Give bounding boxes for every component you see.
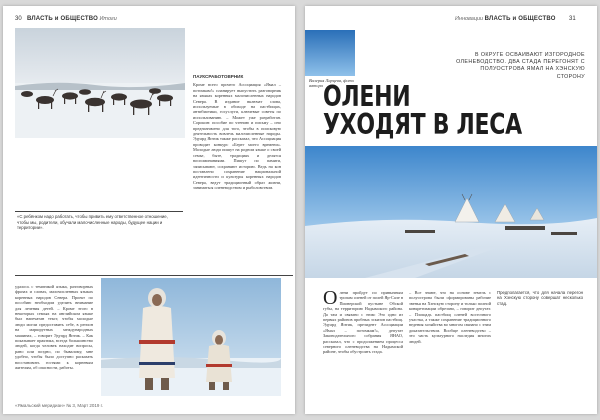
- pull-quote: «С ребёнком надо работать, чтобы привить ему ответственное отношение, чтобы мы, родители, обучали малочисленные народы, будущее нации и территории».: [17, 214, 168, 231]
- left-column-2-text: удалось с тематикой языка, разговорных фразах и словах, малочисленных языках коренных народов Севера. Проект по пособию необходим уделить внимание для лечения детей. – Кроме этого в некоторых семьях на английском языке был напечатан текст, чтобы молодые люди могли предоставить себе, в регион на маршрутных международных машинах, – говорит Эдуард Яптик. – Как показывает практика, всегда большинство людей, когда человек находит вопросы, рано или поздно, по бывалому, мне удобно, чтобы было доступно расказать восстановить гостями к корневым жителям, об опасности, работы.: [15, 284, 93, 371]
- herders-photo: [101, 278, 281, 396]
- drop-cap: О: [323, 287, 338, 309]
- right-page: [305, 6, 597, 414]
- right-column-2: [409, 290, 491, 344]
- right-column-1-text: лени пройдут по привычным тропам оленей от полей Яр-Сале в Пионерской пустыне Обской губы, на территорию Надымского района. Да там и связано с этим: Это одно из первых районов пробных эскизов пастбищ. Эдуард Яптик, президент Ассоциации «Ямал – потомкам!», депутат Законодательного собрания ЯНАО, рассказал, что с продолжением процесса северного оленеводства на Надымской районе, чтобы обустроить стада.: [323, 290, 403, 355]
- reindeer-herd-photo: [15, 28, 185, 138]
- right-page-header: [455, 16, 556, 22]
- article-title-line-2: УХОДЯТ В ЛЕСА: [323, 109, 522, 142]
- photo-credit: Валерия Ларцева, фото автора: [309, 78, 354, 89]
- article-lead: В ОКРУГЕ ОСВАИВАЮТ ИЗГОРОДНОЕ ОЛЕНЕВОДСТВО. ДВА СТАДА ПЕРЕГОНЯТ С ПОЛУОСТРОВА ЯМАЛ НА ХЭНСКУЮ СТОРОНУ: [456, 52, 585, 80]
- section-divider: [15, 275, 293, 276]
- left-column-2: [15, 284, 93, 371]
- right-column-3: [497, 290, 583, 306]
- right-section-title: ВЛАСТЬ и ОБЩЕСТВО: [484, 16, 556, 22]
- sky-photo-strip: [305, 30, 355, 76]
- left-column-1-text: Кроме всего прочего Ассоциация «Ямал – потомкам!» планирует выпустить разговорник на языках коренных малочисленных народов Севера. В издание включат слова, используемые в обиходе на пастбищах, антибиотики, госуслуги, ключевые советы по использованию. – Может уже разработан. Сорокин: пособие по чтению и письму – оно предназначено для того, чтобы в поисковую деятельность вовлечь малочисленные народы. Эдуард Яптик также рассказал, что Ассоциация проводит конкурс «Берег моего времени». Молодые люди пишут на родном языке о своей семье, быте, традициях и делятся воспоминаниями. Пишут по памяти, записывают, сохраняют историю. Ведь на кон поставлено сохранение национальной идентичности и культуры коренных народов Севера, ведут традиционный образ жизни, заниматься оленеводством и рыболовством.: [193, 82, 281, 191]
- right-column-1: [323, 287, 403, 355]
- left-section-title: ВЛАСТЬ и ОБЩЕСТВО: [27, 16, 98, 22]
- right-subsection: Инновации: [455, 16, 484, 22]
- left-subsection: Итоги: [99, 16, 117, 22]
- left-page: [3, 6, 295, 414]
- left-page-number: 30: [15, 16, 22, 22]
- right-page-number: 31: [569, 16, 576, 22]
- quote-rule-top: [15, 211, 183, 212]
- left-page-header: [27, 16, 117, 22]
- magazine-footer: «Ямальский меридиан» № 3, Март 2019 г.: [15, 403, 104, 408]
- right-column-3-text: Предполагается, что для начала перегон на Хэнскую сторону совершат несколько стад.: [497, 290, 583, 306]
- right-column-2-text: – Все знают, что на основе земель с полуострова были сформированы рабочие звенья на Хэнскую сторону и только полной конкретизации обрезано, – говорит депутат. – Площадь пастбищ оленей восточного участка, а также сохранение традиционного ведения хозяйства во многом связано с этим доказательством. Вообще оленеводство – это часть культурного наследия многих людей.: [409, 290, 491, 344]
- article-title-line-1: ОЛЕНИ: [323, 81, 411, 114]
- tundra-camp-photo: [305, 146, 597, 278]
- left-column-1-heading: ПАУКСРАБОТОВРНИК: [193, 74, 244, 79]
- left-column-1: [193, 74, 281, 191]
